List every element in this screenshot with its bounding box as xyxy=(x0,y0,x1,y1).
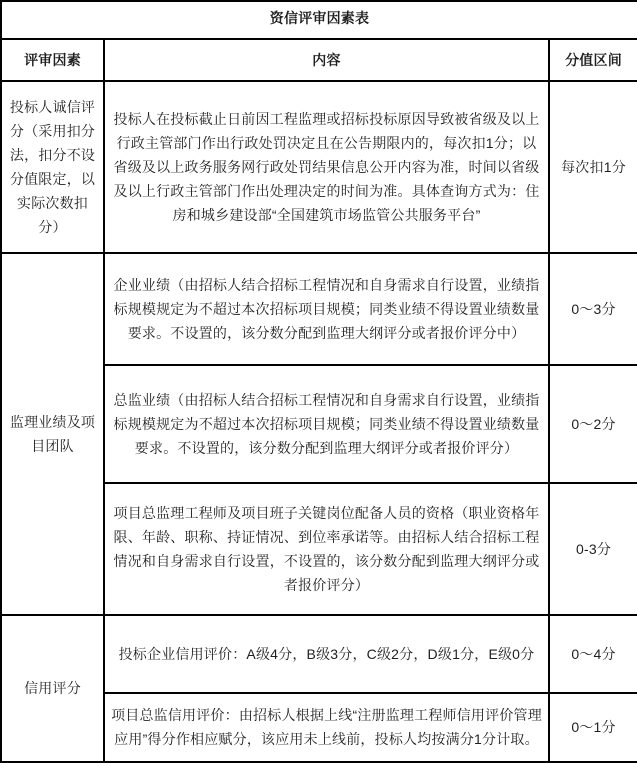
header-score: 分值区间 xyxy=(549,39,637,81)
table-header-row xyxy=(1,39,637,81)
content-cell: 项目总监理工程师及项目班子关键岗位配备人员的资格（职业资格年限、年龄、职称、持证情况、到位率承诺等。由招标人结合招标工程情况和自身需求自行设置，不设置的，该分数分配到监理大纲评分或者报价评分） xyxy=(104,483,549,614)
factor-cell-integrity-score: 投标人诚信评分（采用扣分法，扣分不设分值限定，以实际次数扣分） xyxy=(1,81,104,252)
header-factor: 评审因素 xyxy=(1,39,104,81)
content-cell: 总监业绩（由招标人结合招标工程情况和自身需求自行设置，业绩指标规模规定为不超过本次招标项目规模；同类业绩不得设置业绩数量要求。不设置的，该分数分配到监理大纲评分或者报价评分） xyxy=(104,365,549,483)
score-cell: 0-3分 xyxy=(549,483,637,614)
table-title-row xyxy=(1,1,637,39)
table-row xyxy=(1,81,637,252)
factor-cell-credit-score: 信用评分 xyxy=(1,615,104,762)
score-cell: 0～4分 xyxy=(549,615,637,693)
table-row xyxy=(1,615,637,693)
table-row xyxy=(1,253,637,365)
table-title: 资信评审因素表 xyxy=(1,1,637,39)
score-cell: 0～2分 xyxy=(549,365,637,483)
content-cell: 投标企业信用评价：A级4分，B级3分，C级2分，D级1分，E级0分 xyxy=(104,615,549,693)
header-content: 内容 xyxy=(104,39,549,81)
score-cell: 0～3分 xyxy=(549,253,637,365)
content-cell: 项目总监信用评价：由招标人根据上线“注册监理工程师信用评价管理应用”得分作相应赋分，该应用未上线前，投标人均按满分1分计取。 xyxy=(104,693,549,762)
score-cell: 每次扣1分 xyxy=(549,81,637,252)
score-cell: 0～1分 xyxy=(549,693,637,762)
content-cell: 投标人在投标截止日前因工程监理或招标投标原因导致被省级及以上行政主管部门作出行政处罚决定且在公告期限内的，每次扣1分；以省级及以上政务服务网行政处罚结果信息公开内容为准，时间以省级及以上行政主管部门作出处理决定的时间为准。具体查询方式为：住房和城乡建设部“全国建筑市场监管公共服务平台” xyxy=(104,81,549,252)
content-cell: 企业业绩（由招标人结合招标工程情况和自身需求自行设置，业绩指标规模规定为不超过本次招标项目规模；同类业绩不得设置业绩数量要求。不设置的，该分数分配到监理大纲评分或者报价评分中） xyxy=(104,253,549,365)
factor-cell-performance-team: 监理业绩及项目团队 xyxy=(1,253,104,615)
